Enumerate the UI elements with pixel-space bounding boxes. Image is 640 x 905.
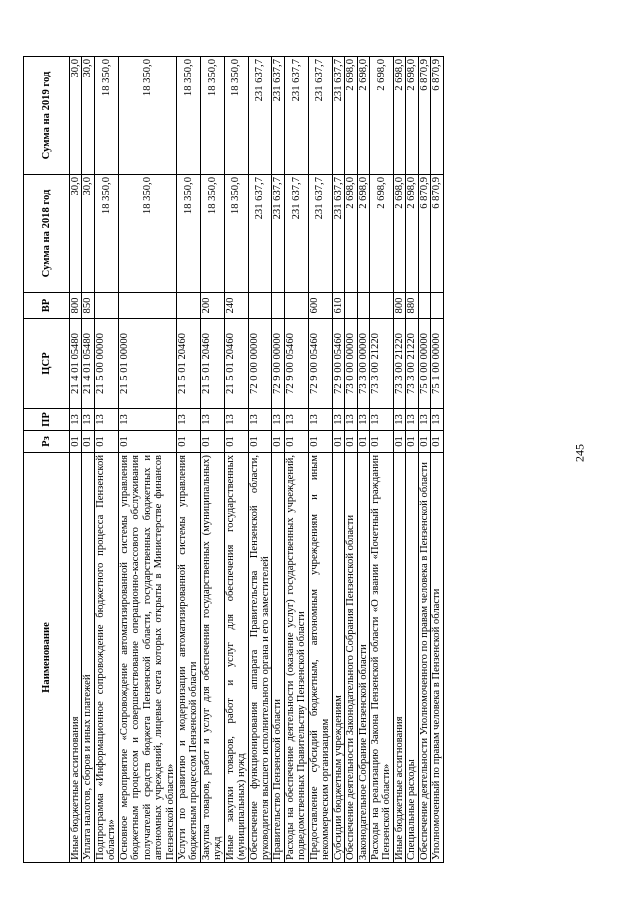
table-row bbox=[308, 57, 332, 863]
cell-csr: 75 1 00 00000 bbox=[431, 319, 443, 409]
cell-sum-2018: 18 350,0 bbox=[224, 175, 248, 293]
cell-csr: 73 3 00 21220 bbox=[393, 319, 405, 409]
cell-pr: 13 bbox=[248, 409, 272, 431]
cell-sum-2018: 30,0 bbox=[70, 175, 82, 293]
cell-csr: 21 5 01 20460 bbox=[224, 319, 248, 409]
cell-rz: 01 bbox=[369, 431, 393, 453]
cell-sum-2019: 231 637,7 bbox=[308, 57, 332, 175]
cell-sum-2019: 30,0 bbox=[82, 57, 94, 175]
header-rz: Рз bbox=[24, 431, 70, 453]
cell-rz: 01 bbox=[176, 431, 200, 453]
cell-rz: 01 bbox=[431, 431, 443, 453]
cell-pr: 13 bbox=[200, 409, 224, 431]
cell-vr bbox=[357, 293, 369, 319]
cell-pr: 13 bbox=[272, 409, 284, 431]
cell-csr: 21 5 00 00000 bbox=[94, 319, 118, 409]
cell-vr bbox=[345, 293, 357, 319]
cell-sum-2019: 231 637,7 bbox=[272, 57, 284, 175]
table-row bbox=[82, 57, 94, 863]
rotated-table-content bbox=[23, 57, 537, 863]
table-row bbox=[357, 57, 369, 863]
table-row bbox=[70, 57, 82, 863]
cell-sum-2018: 231 637,7 bbox=[272, 175, 284, 293]
cell-vr bbox=[369, 293, 393, 319]
cell-name: Предоставление субсидий бюджетным, автономным учреждениям и иным некоммерческим организациям bbox=[308, 453, 332, 863]
header-name: Наименование bbox=[24, 453, 70, 863]
cell-name: Обеспечение функционирования аппарата Правительства Пензенской области, руководителя высшего исполнительного органа и его заместителей bbox=[248, 453, 272, 863]
table-row bbox=[176, 57, 200, 863]
cell-pr: 13 bbox=[393, 409, 405, 431]
cell-csr: 73 3 00 21220 bbox=[406, 319, 418, 409]
cell-csr: 73 3 00 00000 bbox=[357, 319, 369, 409]
cell-vr: 610 bbox=[332, 293, 344, 319]
cell-pr: 13 bbox=[118, 409, 176, 431]
cell-csr: 72 0 00 00000 bbox=[248, 319, 272, 409]
cell-pr: 13 bbox=[431, 409, 443, 431]
cell-sum-2019: 231 637,7 bbox=[284, 57, 308, 175]
cell-csr: 72 9 00 05460 bbox=[308, 319, 332, 409]
cell-pr: 13 bbox=[332, 409, 344, 431]
cell-sum-2018: 18 350,0 bbox=[176, 175, 200, 293]
table-row bbox=[418, 57, 430, 863]
page-number: 245 bbox=[572, 444, 587, 462]
cell-sum-2019: 2 698,0 bbox=[369, 57, 393, 175]
cell-csr: 73 3 00 21220 bbox=[369, 319, 393, 409]
cell-pr: 13 bbox=[176, 409, 200, 431]
cell-name: Иные бюджетные ассигнования bbox=[70, 453, 82, 863]
cell-pr: 13 bbox=[82, 409, 94, 431]
cell-pr: 13 bbox=[94, 409, 118, 431]
cell-rz: 01 bbox=[284, 431, 308, 453]
cell-name: Правительство Пензенской области bbox=[272, 453, 284, 863]
cell-sum-2018: 2 698,0 bbox=[369, 175, 393, 293]
rotated-table-area bbox=[23, 57, 537, 863]
cell-rz: 01 bbox=[200, 431, 224, 453]
table-row bbox=[224, 57, 248, 863]
table-row bbox=[248, 57, 272, 863]
cell-name: Специальные расходы bbox=[406, 453, 418, 863]
table-row bbox=[118, 57, 176, 863]
cell-sum-2018: 2 698,0 bbox=[406, 175, 418, 293]
cell-sum-2019: 18 350,0 bbox=[200, 57, 224, 175]
cell-sum-2019: 2 698,0 bbox=[357, 57, 369, 175]
cell-sum-2019: 231 637,7 bbox=[332, 57, 344, 175]
table-row bbox=[200, 57, 224, 863]
cell-vr: 600 bbox=[308, 293, 332, 319]
cell-sum-2018: 18 350,0 bbox=[200, 175, 224, 293]
cell-vr: 200 bbox=[200, 293, 224, 319]
cell-csr: 73 0 00 00000 bbox=[345, 319, 357, 409]
cell-rz: 01 bbox=[70, 431, 82, 453]
cell-rz: 01 bbox=[94, 431, 118, 453]
cell-sum-2018: 18 350,0 bbox=[94, 175, 118, 293]
cell-csr: 21 5 01 00000 bbox=[118, 319, 176, 409]
cell-pr: 13 bbox=[369, 409, 393, 431]
cell-pr: 13 bbox=[357, 409, 369, 431]
cell-name: Обеспечение деятельности Законодательного Собрания Пензенской области bbox=[345, 453, 357, 863]
cell-pr: 13 bbox=[308, 409, 332, 431]
cell-vr bbox=[418, 293, 430, 319]
cell-name: Услуги по развитию и модернизации автоматизированной системы управления бюджетным процессом Пензенской области bbox=[176, 453, 200, 863]
table-row bbox=[94, 57, 118, 863]
cell-vr bbox=[431, 293, 443, 319]
header-pr: ПР bbox=[24, 409, 70, 431]
table-row bbox=[393, 57, 405, 863]
table-row bbox=[345, 57, 357, 863]
cell-vr bbox=[94, 293, 118, 319]
cell-csr: 21 4 01 05480 bbox=[70, 319, 82, 409]
cell-sum-2018: 2 698,0 bbox=[345, 175, 357, 293]
cell-sum-2019: 18 350,0 bbox=[176, 57, 200, 175]
cell-csr: 72 9 00 05460 bbox=[332, 319, 344, 409]
cell-rz: 01 bbox=[308, 431, 332, 453]
cell-rz: 01 bbox=[248, 431, 272, 453]
table-row bbox=[284, 57, 308, 863]
cell-csr: 21 5 01 20460 bbox=[176, 319, 200, 409]
cell-sum-2019: 2 698,0 bbox=[406, 57, 418, 175]
cell-csr: 72 9 00 00000 bbox=[272, 319, 284, 409]
cell-sum-2019: 231 637,7 bbox=[248, 57, 272, 175]
cell-name: Основное мероприятие «Сопровождение автоматизированной системы управления бюджетным процессом и совершенствование операционно-кассового обслуживания получателей средств бюджета Пензенской области, государственных бюджетных и автономных учреждений, лицевые счета которых открыты в Министерстве финансов Пензенской области» bbox=[118, 453, 176, 863]
cell-rz: 01 bbox=[418, 431, 430, 453]
cell-vr: 240 bbox=[224, 293, 248, 319]
cell-vr: 800 bbox=[393, 293, 405, 319]
cell-sum-2018: 6 870,9 bbox=[418, 175, 430, 293]
cell-sum-2019: 6 870,9 bbox=[431, 57, 443, 175]
cell-sum-2019: 18 350,0 bbox=[118, 57, 176, 175]
header-sum-2019: Сумма на 2019 год bbox=[24, 57, 70, 175]
cell-name: Уплата налогов, сборов и иных платежей bbox=[82, 453, 94, 863]
cell-sum-2019: 2 698,0 bbox=[393, 57, 405, 175]
cell-rz: 01 bbox=[224, 431, 248, 453]
cell-vr: 850 bbox=[82, 293, 94, 319]
cell-rz: 01 bbox=[272, 431, 284, 453]
cell-name: Обеспечение деятельности Уполномоченного по правам человека в Пензенской области bbox=[418, 453, 430, 863]
cell-vr bbox=[118, 293, 176, 319]
cell-pr: 13 bbox=[406, 409, 418, 431]
table-row bbox=[406, 57, 418, 863]
cell-sum-2018: 2 698,0 bbox=[393, 175, 405, 293]
cell-sum-2019: 30,0 bbox=[70, 57, 82, 175]
cell-name: Уполномоченный по правам человека в Пензенской области bbox=[431, 453, 443, 863]
cell-pr: 13 bbox=[418, 409, 430, 431]
cell-vr: 880 bbox=[406, 293, 418, 319]
cell-name: Иные закупки товаров, работ и услуг для обеспечения государственных (муниципальных) нужд bbox=[224, 453, 248, 863]
cell-csr: 21 4 01 05480 bbox=[82, 319, 94, 409]
cell-sum-2018: 30,0 bbox=[82, 175, 94, 293]
cell-rz: 01 bbox=[406, 431, 418, 453]
cell-name: Закупка товаров, работ и услуг для обеспечения государственных (муниципальных) нужд bbox=[200, 453, 224, 863]
cell-rz: 01 bbox=[82, 431, 94, 453]
cell-csr: 21 5 01 20460 bbox=[200, 319, 224, 409]
cell-rz: 01 bbox=[118, 431, 176, 453]
header-sum-2018: Сумма на 2018 год bbox=[24, 175, 70, 293]
table-row bbox=[272, 57, 284, 863]
cell-csr: 72 9 00 05460 bbox=[284, 319, 308, 409]
cell-vr bbox=[272, 293, 284, 319]
cell-name: Субсидии бюджетным учреждениям bbox=[332, 453, 344, 863]
cell-sum-2018: 2 698,0 bbox=[357, 175, 369, 293]
cell-csr: 75 0 00 00000 bbox=[418, 319, 430, 409]
cell-rz: 01 bbox=[345, 431, 357, 453]
cell-sum-2018: 231 637,7 bbox=[284, 175, 308, 293]
cell-rz: 01 bbox=[393, 431, 405, 453]
header-vr: ВР bbox=[24, 293, 70, 319]
cell-sum-2018: 231 637,7 bbox=[308, 175, 332, 293]
cell-rz: 01 bbox=[332, 431, 344, 453]
cell-sum-2018: 231 637,7 bbox=[332, 175, 344, 293]
cell-name: Расходы на обеспечение деятельности (оказание услуг) государственных учреждений, подведомственных Правительству Пензенской области bbox=[284, 453, 308, 863]
cell-pr: 13 bbox=[345, 409, 357, 431]
cell-sum-2019: 6 870,9 bbox=[418, 57, 430, 175]
budget-table bbox=[23, 56, 444, 863]
cell-sum-2019: 18 350,0 bbox=[224, 57, 248, 175]
table-row bbox=[332, 57, 344, 863]
cell-name: Подпрограмма «Информационное сопровождение бюджетного процесса Пензенской области» bbox=[94, 453, 118, 863]
cell-pr: 13 bbox=[70, 409, 82, 431]
cell-pr: 13 bbox=[224, 409, 248, 431]
cell-vr bbox=[176, 293, 200, 319]
cell-vr: 800 bbox=[70, 293, 82, 319]
cell-name: Расходы на реализацию Закона Пензенской области «О звании «Почетный гражданин Пензенской области» bbox=[369, 453, 393, 863]
cell-sum-2019: 18 350,0 bbox=[94, 57, 118, 175]
header-csr: ЦСР bbox=[24, 319, 70, 409]
cell-rz: 01 bbox=[357, 431, 369, 453]
cell-sum-2019: 2 698,0 bbox=[345, 57, 357, 175]
cell-sum-2018: 6 870,9 bbox=[431, 175, 443, 293]
cell-vr bbox=[248, 293, 272, 319]
cell-sum-2018: 18 350,0 bbox=[118, 175, 176, 293]
table-row bbox=[369, 57, 393, 863]
cell-vr bbox=[284, 293, 308, 319]
cell-sum-2018: 231 637,7 bbox=[248, 175, 272, 293]
table-row bbox=[431, 57, 443, 863]
cell-pr: 13 bbox=[284, 409, 308, 431]
cell-name: Иные бюджетные ассигнования bbox=[393, 453, 405, 863]
table-header-row bbox=[24, 57, 70, 863]
cell-name: Законодательное Собрание Пензенской области bbox=[357, 453, 369, 863]
